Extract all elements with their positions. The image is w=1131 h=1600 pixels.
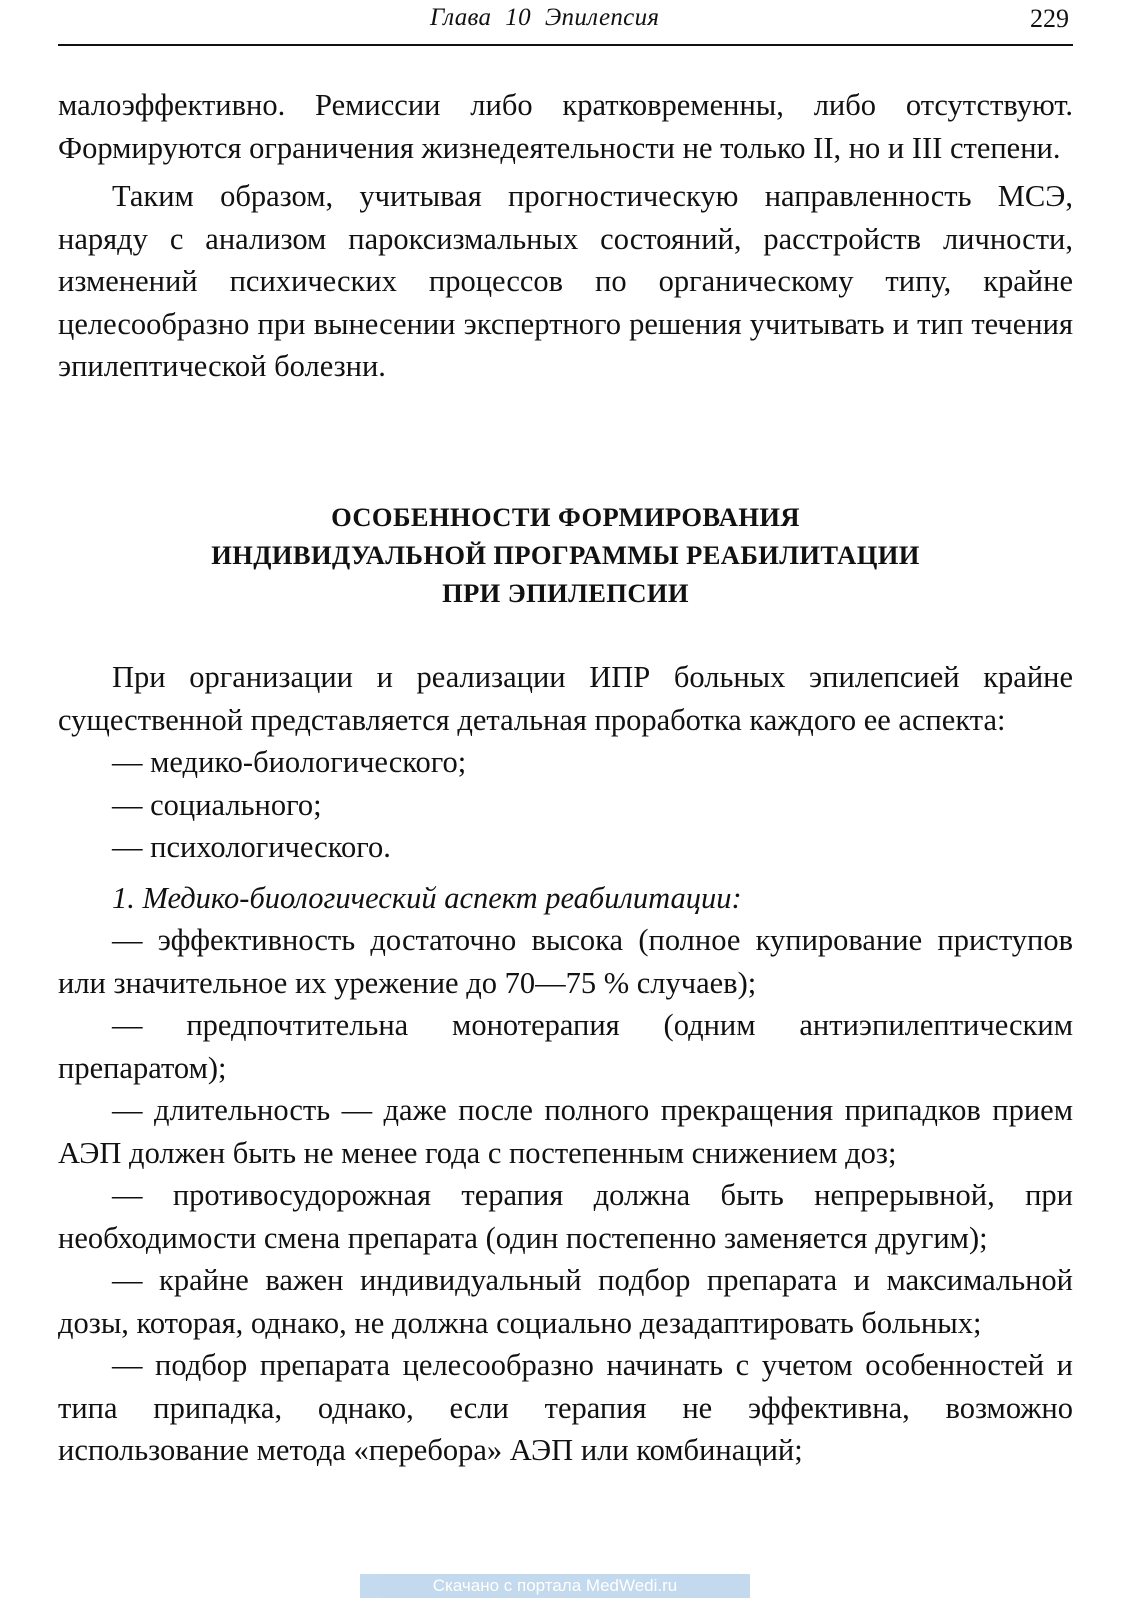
aspect-item: — социального;: [112, 787, 322, 822]
section-heading: [58, 498, 1073, 612]
section-heading-line-3: ПРИ ЭПИЛЕПСИИ: [442, 578, 689, 608]
point-item: — эффективность достаточно высока (полное купирование приступов или значительное их урежение до 70—75 % случаев);: [58, 923, 1073, 1000]
paragraph-continuation: малоэффективно. Ремиссии либо кратковременны, либо отсутствуют. Формируются ограничения жизнедеятельности не только II, но и III степени.: [58, 88, 1073, 165]
section-heading-line-2: ИНДИВИДУАЛЬНОЙ ПРОГРАММЫ РЕАБИЛИТАЦИИ: [211, 540, 920, 570]
running-head: [430, 4, 659, 32]
page-number: 229: [1030, 4, 1069, 33]
chapter-number: 10: [505, 4, 531, 31]
intro-paragraph: При организации и реализации ИПР больных эпилепсией крайне существенной представляется детальная проработка каждого ее аспекта:: [58, 660, 1073, 737]
paragraph-conclusion: Таким образом, учитывая прогностическую направленность МСЭ, наряду с анализом пароксизмальных состояний, расстройств личности, изменений психических процессов по органическому типу, крайне целесообразно при вынесении экспертного решения учитывать и тип течения эпилептической болезни.: [58, 179, 1073, 383]
aspect-item: — медико-биологического;: [112, 745, 467, 779]
body-text-top: [58, 84, 1073, 388]
point-item: — крайне важен индивидуальный подбор препарата и максимальной дозы, которая, однако, не должна социально дезадаптировать больных;: [58, 1263, 1073, 1340]
chapter-label: Глава: [430, 4, 492, 31]
point-item: — подбор препарата целесообразно начинать с учетом особенностей и типа припадка, однако, если терапия не эффективна, возможно использование метода «перебора» АЭП или комбинаций;: [58, 1348, 1073, 1467]
point-item: — предпочтительна монотерапия (одним антиэпилептическим препаратом);: [58, 1008, 1073, 1085]
watermark-banner: Скачано с портала MedWedi.ru: [360, 1574, 750, 1598]
point-item: — противосудорожная терапия должна быть непрерывной, при необходимости смена препарата (один постепенно заменяется другим);: [58, 1178, 1073, 1255]
section-body: [58, 656, 1073, 1472]
section-heading-line-1: ОСОБЕННОСТИ ФОРМИРОВАНИЯ: [331, 502, 800, 532]
chapter-title: Эпилепсия: [544, 4, 660, 31]
subsection-title: 1. Медико-биологический аспект реабилитации:: [112, 880, 742, 915]
header-rule: [58, 44, 1073, 46]
point-item: — длительность — даже после полного прекращения припадков прием АЭП должен быть не менее года с постепенным снижением доз;: [58, 1093, 1073, 1170]
aspect-item: — психологического.: [112, 830, 391, 864]
